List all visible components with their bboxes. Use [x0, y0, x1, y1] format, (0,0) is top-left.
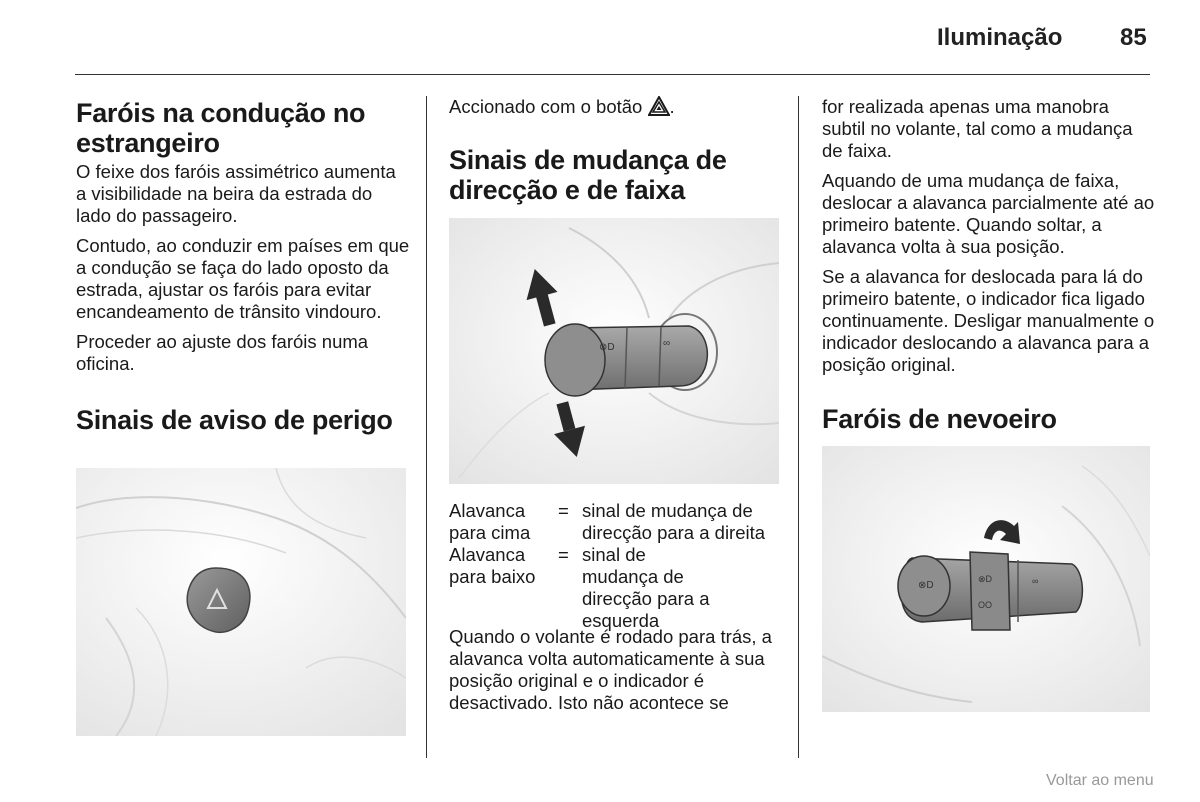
svg-text:∞: ∞: [663, 338, 671, 349]
paragraph-text-end: .: [669, 96, 675, 117]
svg-text:⊗D: ⊗D: [599, 342, 615, 353]
lever-definitions: [449, 500, 784, 631]
heading-foreign-driving: Faróis na condução no estrangeiro: [76, 98, 366, 158]
definition-desc: sinal de mudança de direcção para a direita: [582, 500, 766, 543]
heading-hazard-warning: Sinais de aviso de perigo: [76, 405, 393, 435]
header-rule: [75, 74, 1150, 75]
definition-row-down: [449, 544, 784, 631]
paragraph-hazard-activation: [449, 96, 784, 118]
column-2-bottom: [449, 626, 784, 722]
svg-text:OO: OO: [978, 600, 993, 610]
svg-text:⊗D: ⊗D: [978, 574, 993, 584]
column-3: [822, 96, 1157, 434]
turn-signal-lever: [545, 324, 707, 396]
definition-equals: =: [558, 544, 569, 565]
column-1: [76, 98, 411, 435]
paragraph: Contudo, ao conduzir em países em que a condução se faça do lado oposto da estrada, ajustar os faróis para evitar encandeamento de trânsito vindouro.: [76, 235, 410, 322]
definition-row-up: [449, 500, 784, 544]
back-to-menu-link[interactable]: Voltar ao menu: [1046, 772, 1154, 789]
heading-turn-signals: Sinais de mudança de direcção e de faixa: [449, 145, 727, 205]
svg-text:∞: ∞: [1032, 576, 1039, 586]
hazard-button: [187, 568, 250, 632]
paragraph: O feixe dos faróis assimétrico aumenta a visibilidade na beira da estrada do lado do passageiro.: [76, 161, 396, 226]
definition-equals: =: [558, 500, 569, 521]
hazard-warning-icon: [648, 96, 670, 116]
column-divider-1: [426, 96, 427, 758]
hazard-button-illustration: [76, 468, 406, 736]
definition-term: Alavanca para cima: [449, 500, 531, 543]
definition-term: Alavanca para baixo: [449, 544, 536, 587]
column-divider-2: [798, 96, 799, 758]
paragraph-text: Accionado com o botão: [449, 96, 643, 117]
svg-text:⊗D: ⊗D: [918, 580, 934, 591]
page-section-title: Iluminação: [937, 24, 1063, 51]
paragraph: Aquando de uma mudança de faixa, deslocar a alavanca parcialmente até ao primeiro batente. Quando soltar, a alavanca volta à sua posição.: [822, 170, 1155, 257]
heading-fog-lights: Faróis de nevoeiro: [822, 404, 1057, 434]
turn-signal-lever-illustration: [449, 218, 779, 484]
paragraph: for realizada apenas uma manobra subtil no volante, tal como a mudança de faixa.: [822, 96, 1133, 161]
page-number: 85: [1120, 24, 1147, 51]
column-2: [449, 96, 784, 205]
paragraph: Proceder ao ajuste dos faróis numa oficina.: [76, 331, 369, 374]
paragraph: Se a alavanca for deslocada para lá do primeiro batente, o indicador fica ligado continuamente. Desligar manualmente o indicador deslocando a alavanca para a posição original.: [822, 266, 1155, 375]
definition-desc: sinal de mudança de direcção para a esquerda: [582, 544, 710, 631]
fog-light-lever-illustration: [822, 446, 1150, 712]
paragraph-steering-return: Quando o volante é rodado para trás, a alavanca volta automaticamente à sua posição original e o indicador é desactivado. Isto não acontece se: [449, 626, 772, 713]
